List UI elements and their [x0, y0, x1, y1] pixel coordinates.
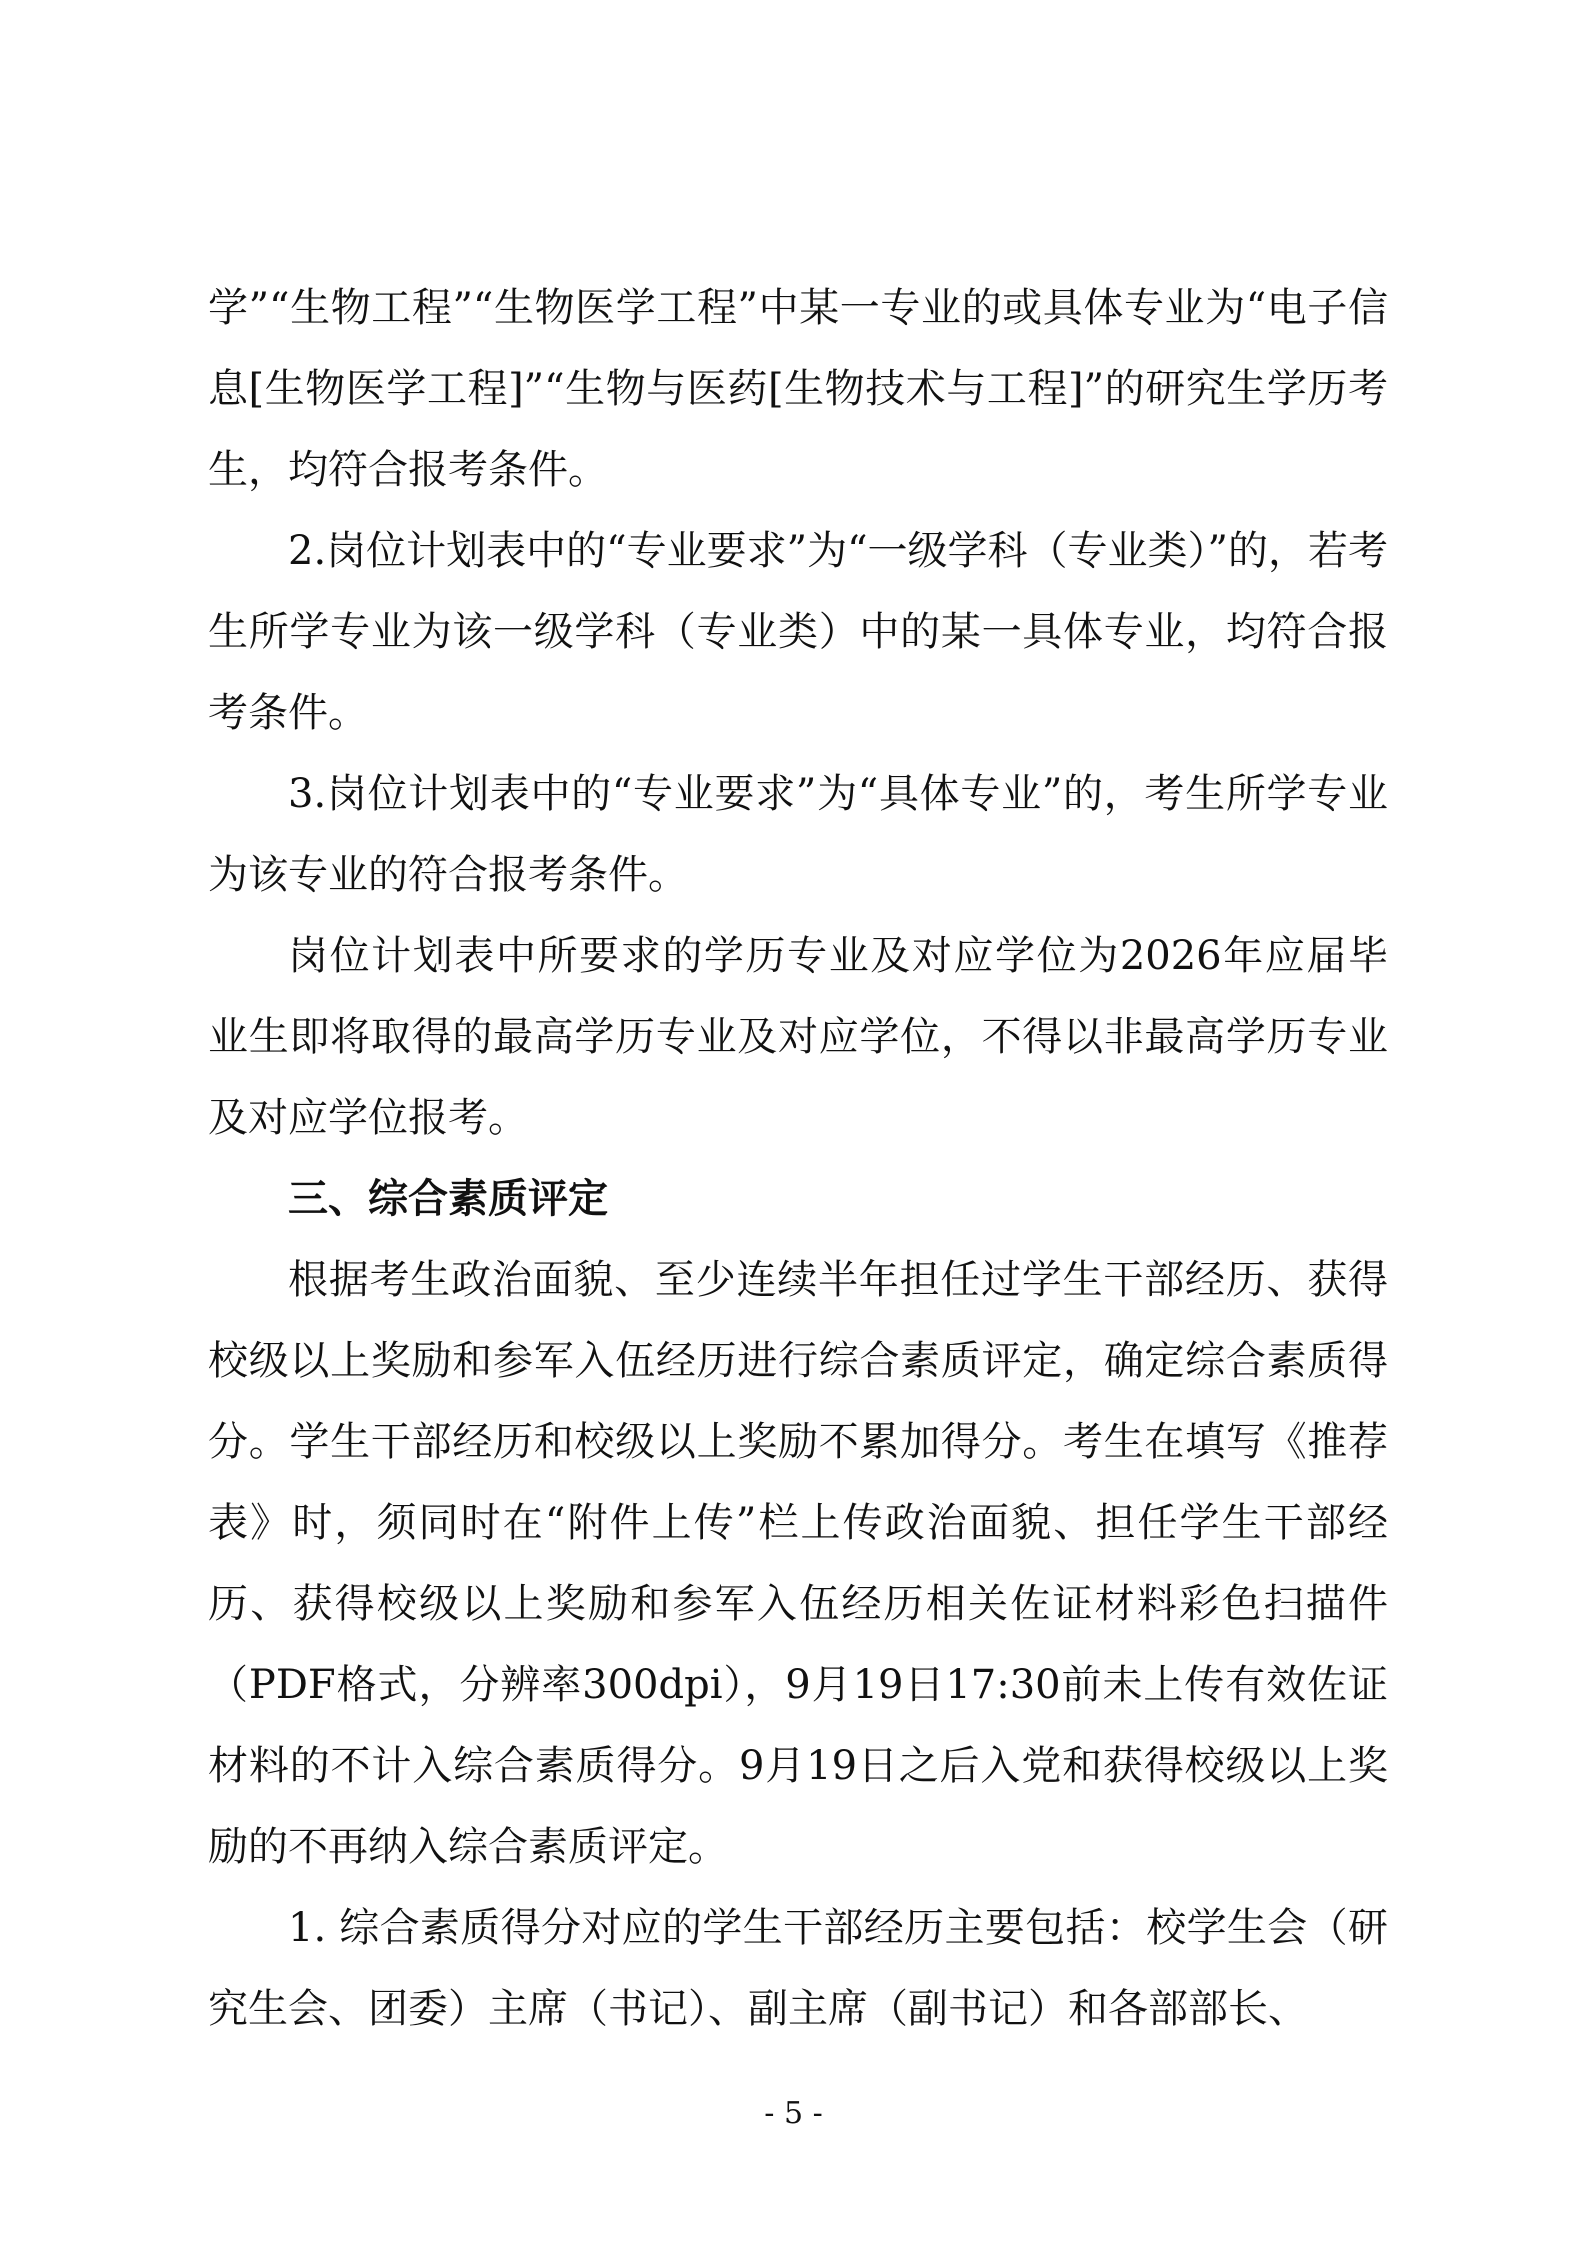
requirement-item-2: 2.岗位计划表中的“专业要求”为“一级学科（专业类）”的，若考生所学专业为该一级学科（专业类）中的某一具体专业，均符合报考条件。: [208, 528, 1388, 736]
requirement-item-3: 3.岗位计划表中的“专业要求”为“具体专业”的，考生所学专业为该专业的符合报考条件。: [208, 771, 1388, 898]
evaluation-item-1: 1. 综合素质得分对应的学生干部经历主要包括：校学生会（研究生会、团委）主席（书记）、副主席（副书记）和各部部长、: [208, 1905, 1388, 2032]
section-heading: 三、综合素质评定: [288, 1176, 608, 1222]
page-number: - 5 -: [764, 2096, 823, 2131]
continuation-paragraph: 学”“生物工程”“生物医学工程”中某一专业的或具体专业为“电子信息[生物医学工程]”“生物与医药[生物技术与工程]”的研究生学历考生，均符合报考条件。: [208, 285, 1388, 493]
evaluation-intro-paragraph: 根据考生政治面貌、至少连续半年担任过学生干部经历、获得校级以上奖励和参军入伍经历进行综合素质评定，确定综合素质得分。学生干部经历和校级以上奖励不累加得分。考生在填写《推荐表》时，须同时在“附件上传”栏上传政治面貌、担任学生干部经历、获得校级以上奖励和参军入伍经历相关佐证材料彩色扫描件（PDF格式，分辨率300dpi），9月19日17:30前未上传有效佐证材料的不计入综合素质得分。9月19日之后入党和获得校级以上奖励的不再纳入综合素质评定。: [208, 1257, 1388, 1870]
document-body: [208, 268, 1388, 2050]
highest-degree-paragraph: 岗位计划表中所要求的学历专业及对应学位为2026年应届毕业生即将取得的最高学历专业及对应学位，不得以非最高学历专业及对应学位报考。: [208, 933, 1388, 1141]
